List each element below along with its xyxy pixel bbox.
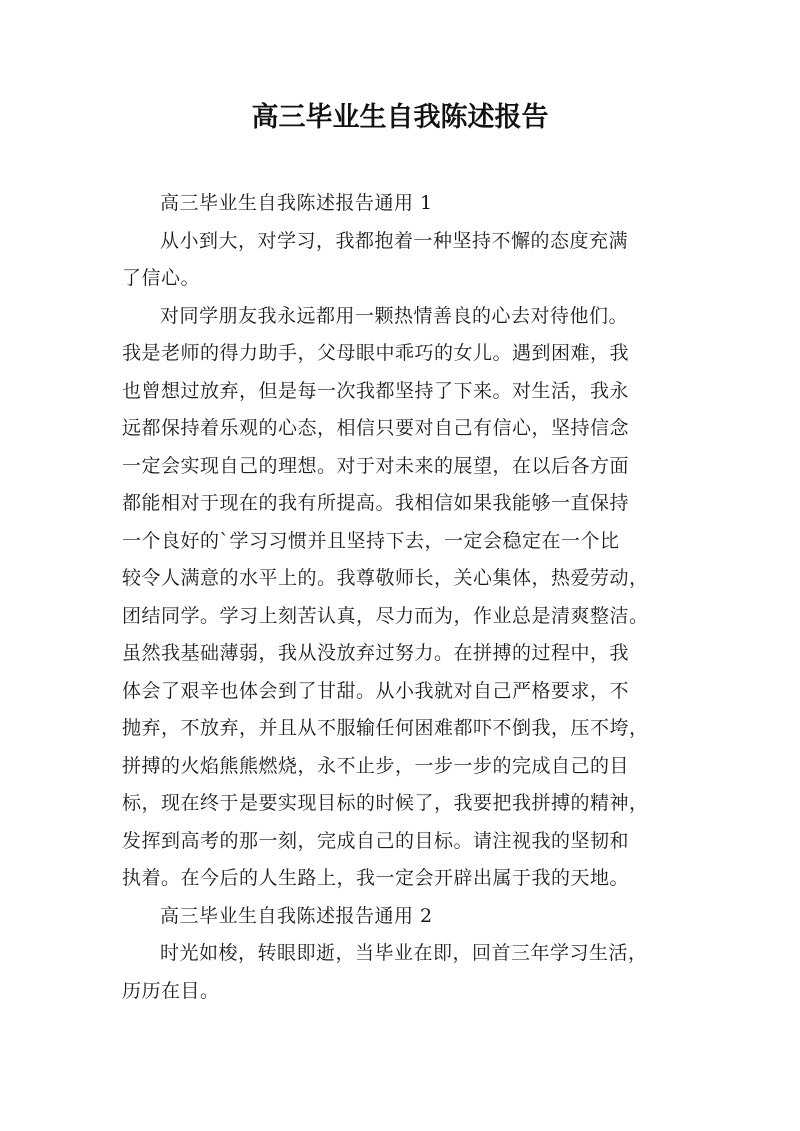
text-line: 都能相对于现在的我有所提高。我相信如果我能够一直保持 xyxy=(122,492,630,514)
text-line: 高三毕业生自我陈述报告通用 1 xyxy=(160,192,433,214)
section-heading-2 xyxy=(122,898,688,936)
text-line: 团结同学。学习上刻苦认真，尽力而为，作业总是清爽整洁。 xyxy=(122,604,649,627)
paragraph xyxy=(122,935,688,1010)
text-line: 抛弃，不放弃，并且从不服输任何困难都吓不倒我，压不垮， xyxy=(122,717,649,739)
text-line: 远都保持着乐观的心态，相信只要对自己有信心，坚持信念 xyxy=(122,417,630,439)
text-line: 我是老师的得力助手，父母眼中乖巧的女儿。遇到困难，我 xyxy=(122,342,630,364)
text-line: 了信心。 xyxy=(122,267,201,289)
text-line: 较令人满意的水平上的。我尊敬师长，关心集体，热爱劳动， xyxy=(122,567,649,589)
text-line: 历历在目。 xyxy=(122,979,220,1002)
text-line: 一定会实现自己的理想。对于对未来的展望，在以后各方面 xyxy=(122,454,630,477)
section-heading-1 xyxy=(122,185,688,223)
text-line: 虽然我基础薄弱，我从没放弃过努力。在拼搏的过程中，我 xyxy=(122,642,630,664)
text-line: 一个良好的`学习习惯并且坚持下去，一定会稳定在一个比 xyxy=(122,529,620,552)
text-line: 发挥到高考的那一刻，完成自己的目标。请注视我的坚韧和 xyxy=(122,829,630,852)
text-line: 从小到大，对学习，我都抱着一种坚持不懈的态度充满 xyxy=(160,229,629,252)
paragraph xyxy=(122,223,688,298)
text-line: 标，现在终于是要实现目标的时候了，我要把我拼搏的精神， xyxy=(122,792,649,814)
paragraph xyxy=(122,298,688,898)
text-line: 执着。在今后的人生路上，我一定会开辟出属于我的天地。 xyxy=(122,867,630,889)
text-line: 也曾想过放弃，但是每一次我都坚持了下来。对生活，我永 xyxy=(122,379,630,402)
text-line: 拼搏的火焰熊熊燃烧，永不止步，一步一步的完成自己的目 xyxy=(122,754,630,777)
document-body xyxy=(122,185,688,1010)
document-title: 高三毕业生自我陈述报告 xyxy=(251,102,549,133)
text-line: 体会了艰辛也体会到了甘甜。从小我就对自己严格要求，不 xyxy=(122,679,630,702)
text-line: 高三毕业生自我陈述报告通用 2 xyxy=(160,904,433,927)
text-line: 时光如梭，转眼即逝，当毕业在即，回首三年学习生活， xyxy=(160,942,648,964)
text-line: 对同学朋友我永远都用一颗热情善良的心去对待他们。 xyxy=(160,304,629,327)
